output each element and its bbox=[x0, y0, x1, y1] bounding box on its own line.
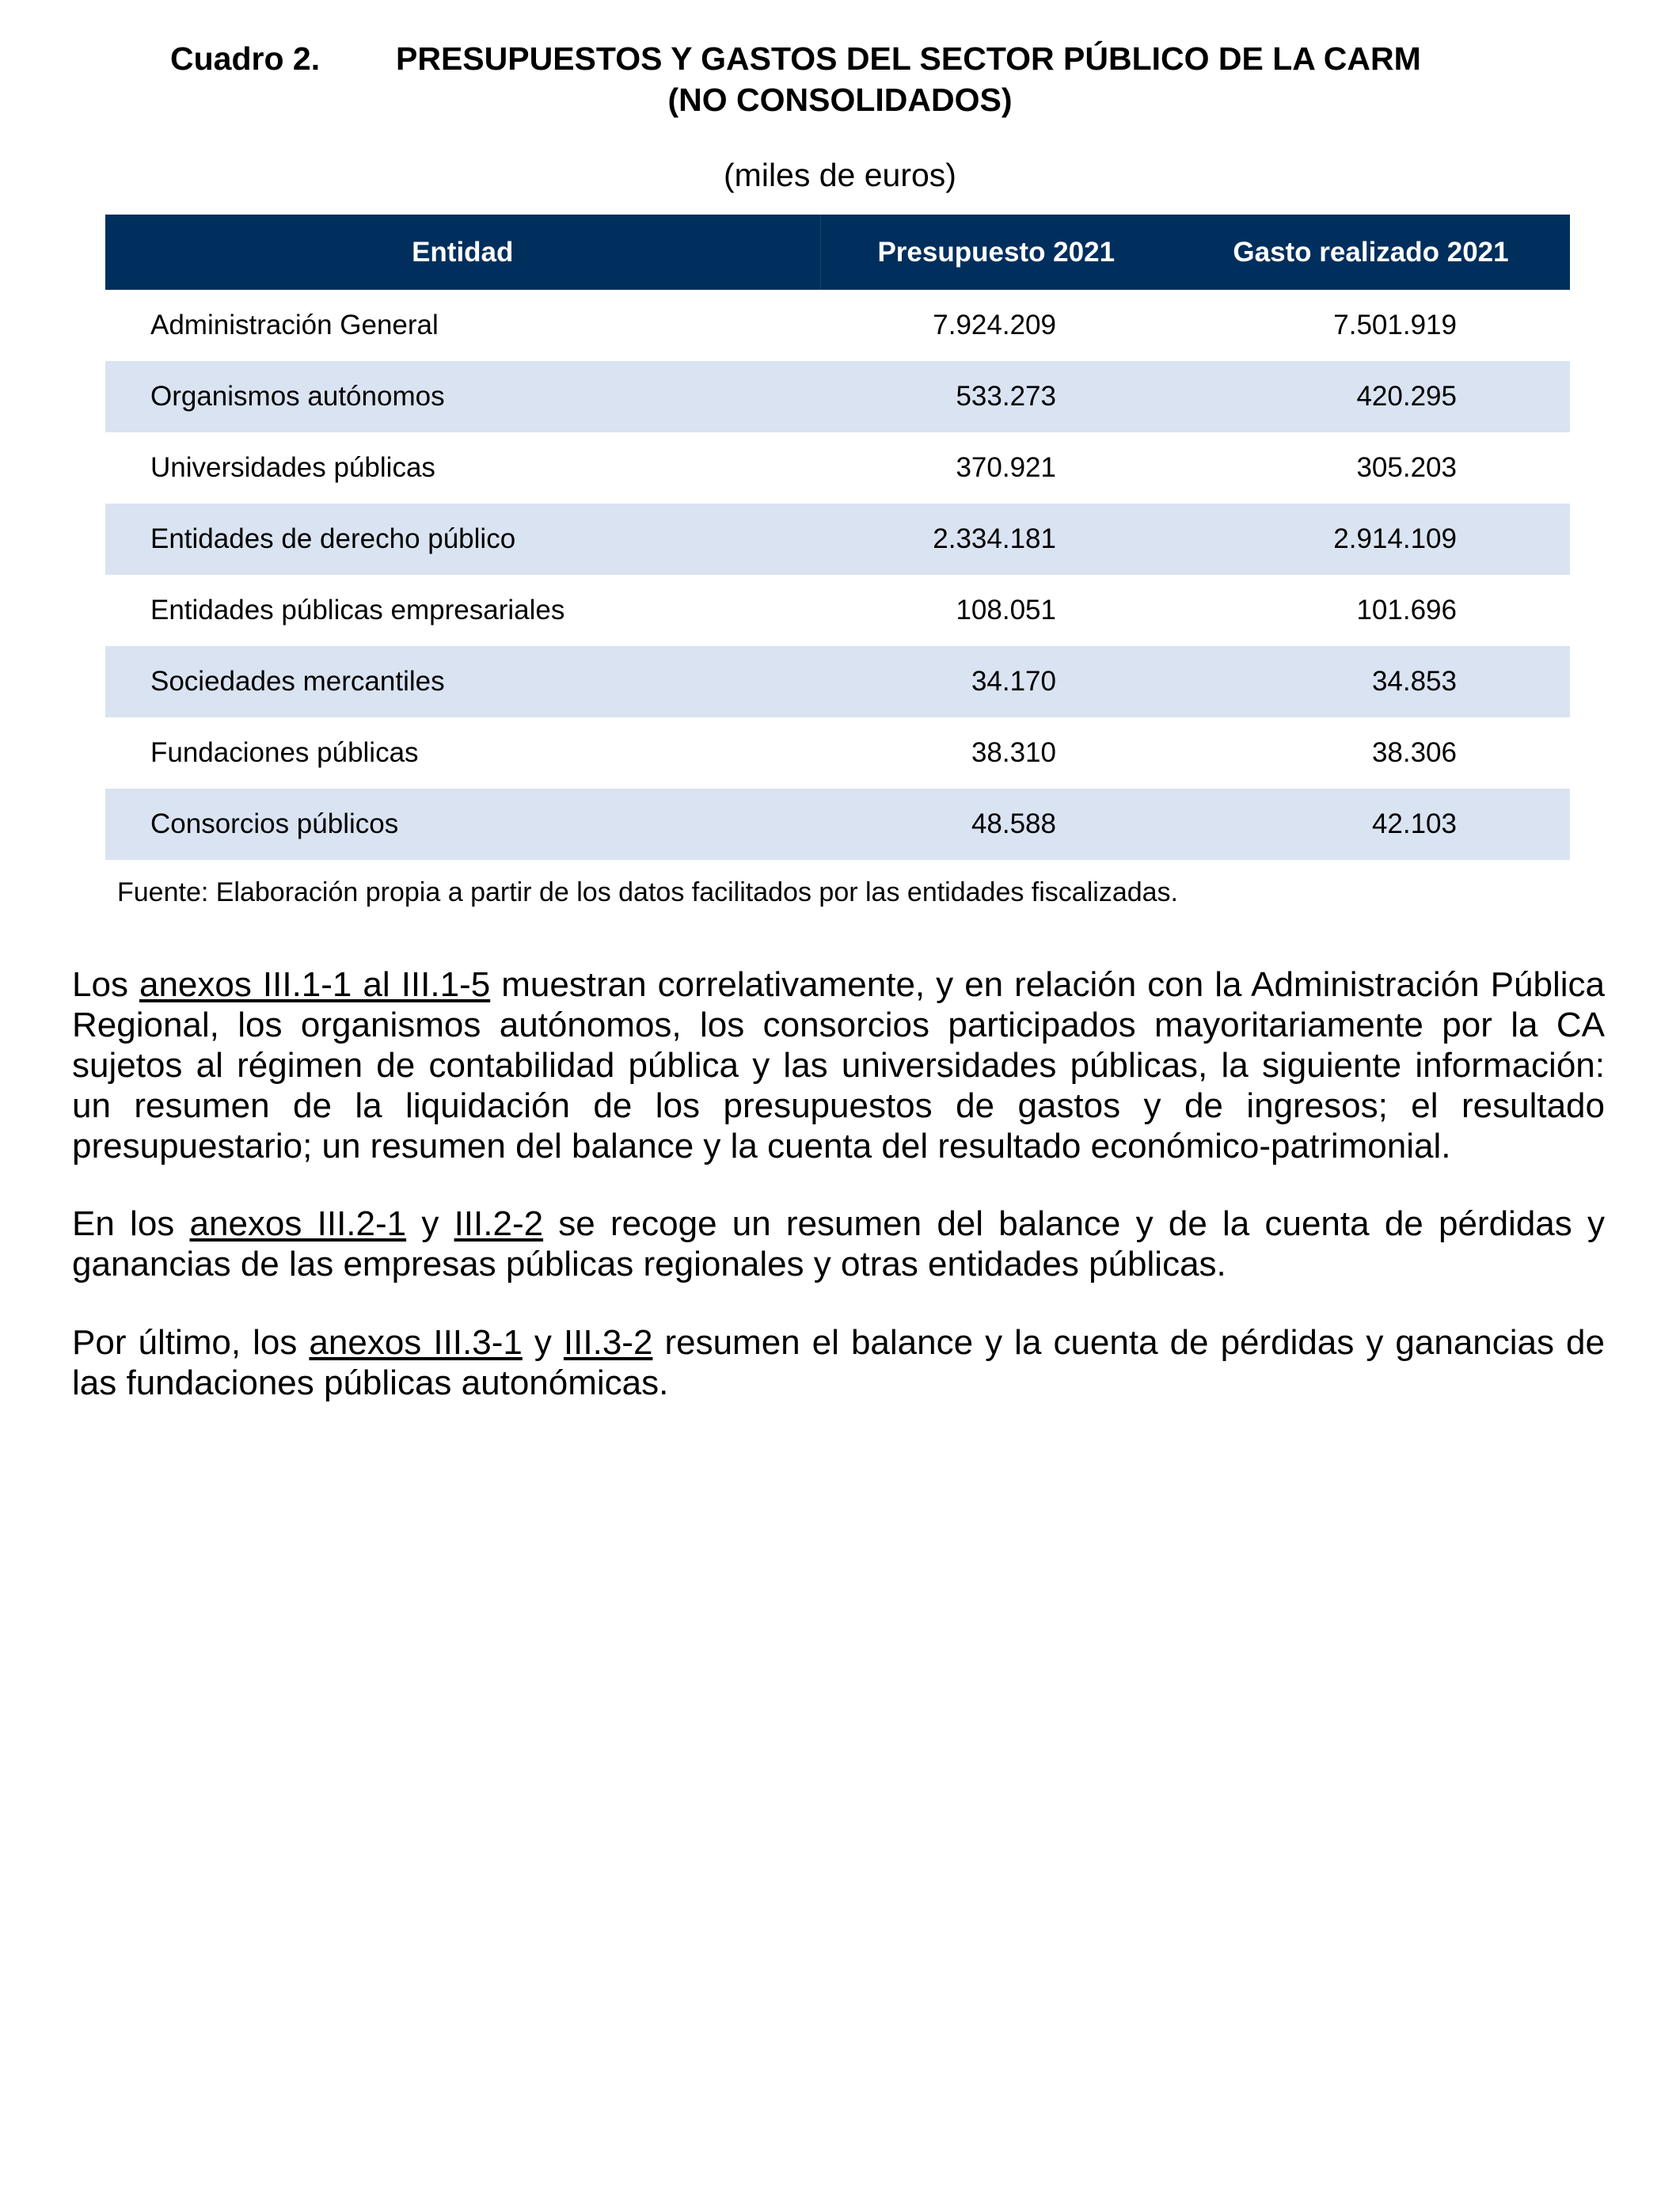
cell-gasto: 38.306 bbox=[1371, 737, 1457, 768]
column-header-presupuesto: Presupuesto 2021 bbox=[820, 215, 1172, 290]
cell-presupuesto: 2.334.181 bbox=[820, 504, 1172, 575]
cell-gasto: 7.501.919 bbox=[1333, 310, 1457, 340]
cell-gasto: 34.853 bbox=[1172, 646, 1570, 717]
link-anexos-iii-1[interactable]: anexos III.1-1 al III.1-5 bbox=[139, 965, 491, 1004]
table-title-subtitle-line bbox=[0, 79, 1680, 120]
link-anexo-iii-3-1[interactable]: anexos III.3-1 bbox=[309, 1323, 523, 1362]
column-header-entidad: Entidad bbox=[105, 215, 820, 290]
cell-entidad: Administración General bbox=[150, 310, 439, 340]
table-row bbox=[105, 646, 1570, 717]
table-title bbox=[170, 38, 1421, 79]
table-row bbox=[105, 789, 1570, 860]
paragraph-anexos-iii-3 bbox=[72, 1322, 1605, 1403]
cell-entidad: Fundaciones públicas bbox=[150, 737, 419, 768]
cell-entidad: Entidades de derecho público bbox=[105, 504, 820, 575]
budget-table bbox=[105, 215, 1570, 860]
paragraph-text: y bbox=[406, 1204, 454, 1243]
cell-entidad: Consorcios públicos bbox=[105, 789, 820, 860]
cell-presupuesto: 34.170 bbox=[820, 646, 1172, 717]
cell-presupuesto: 370.921 bbox=[956, 452, 1056, 483]
table-title-subtitle: (NO CONSOLIDADOS) bbox=[667, 82, 1013, 118]
table-row bbox=[105, 575, 1570, 646]
link-anexo-iii-2-1[interactable]: anexos III.2-1 bbox=[189, 1204, 407, 1243]
paragraph-text: Por último, los bbox=[72, 1323, 310, 1362]
units-note: (miles de euros) bbox=[724, 157, 956, 193]
table-number: Cuadro 2. bbox=[170, 40, 321, 77]
paragraph-text: resumen el balance y la cuenta de pérdidas y ganancias de las fundaciones públicas autonómicas. bbox=[72, 1323, 1605, 1402]
table-row bbox=[105, 504, 1570, 575]
cell-entidad: Entidades públicas empresariales bbox=[150, 595, 565, 626]
table-row bbox=[105, 432, 1570, 504]
cell-presupuesto: 48.588 bbox=[820, 789, 1172, 860]
cell-presupuesto: 533.273 bbox=[820, 361, 1172, 432]
cell-entidad: Universidades públicas bbox=[150, 452, 435, 483]
table-source-note: Fuente: Elaboración propia a partir de los datos facilitados por las entidades fiscalizadas. bbox=[117, 877, 1178, 907]
cell-gasto: 101.696 bbox=[1356, 595, 1457, 626]
cell-presupuesto: 108.051 bbox=[956, 595, 1056, 626]
cell-presupuesto: 38.310 bbox=[971, 737, 1056, 768]
table-row bbox=[105, 717, 1570, 789]
table-row bbox=[105, 361, 1570, 432]
column-header-gasto: Gasto realizado 2021 bbox=[1172, 215, 1570, 290]
cell-gasto: 2.914.109 bbox=[1172, 504, 1570, 575]
link-anexo-iii-2-2[interactable]: III.2-2 bbox=[454, 1204, 544, 1243]
cell-presupuesto: 7.924.209 bbox=[933, 310, 1056, 340]
paragraph-text: Los bbox=[72, 965, 139, 1004]
cell-gasto: 420.295 bbox=[1172, 361, 1570, 432]
paragraph-anexos-iii-1 bbox=[72, 964, 1605, 1166]
paragraph-anexos-iii-2 bbox=[72, 1204, 1605, 1284]
cell-entidad: Sociedades mercantiles bbox=[105, 646, 820, 717]
paragraph-text: muestran correlativamente, y en relación con la Administración Pública Regional, los organismos autónomos, los consorcios participados mayoritariamente por la CA sujetos al régimen de contabilidad pública y las universidades públicas, la siguiente información: un resumen de la liquidación de los presupuestos de gastos y de ingresos; el resultado presupuestario; un resumen del balance y la cuenta del resultado económico-patrimonial. bbox=[72, 965, 1605, 1166]
table-row bbox=[105, 290, 1570, 361]
cell-gasto: 42.103 bbox=[1172, 789, 1570, 860]
paragraph-text: y bbox=[522, 1323, 564, 1362]
paragraph-text: En los bbox=[72, 1204, 190, 1243]
paragraph-text: se recoge un resumen del balance y de la cuenta de pérdidas y ganancias de las empresas públicas regionales y otras entidades públicas. bbox=[72, 1204, 1605, 1283]
cell-entidad: Organismos autónomos bbox=[105, 361, 820, 432]
link-anexo-iii-3-2[interactable]: III.3-2 bbox=[563, 1323, 653, 1362]
table-header-row bbox=[105, 215, 1570, 290]
cell-gasto: 305.203 bbox=[1356, 452, 1457, 483]
table-title-main: PRESUPUESTOS Y GASTOS DEL SECTOR PÚBLICO DE LA CARM bbox=[396, 40, 1421, 77]
